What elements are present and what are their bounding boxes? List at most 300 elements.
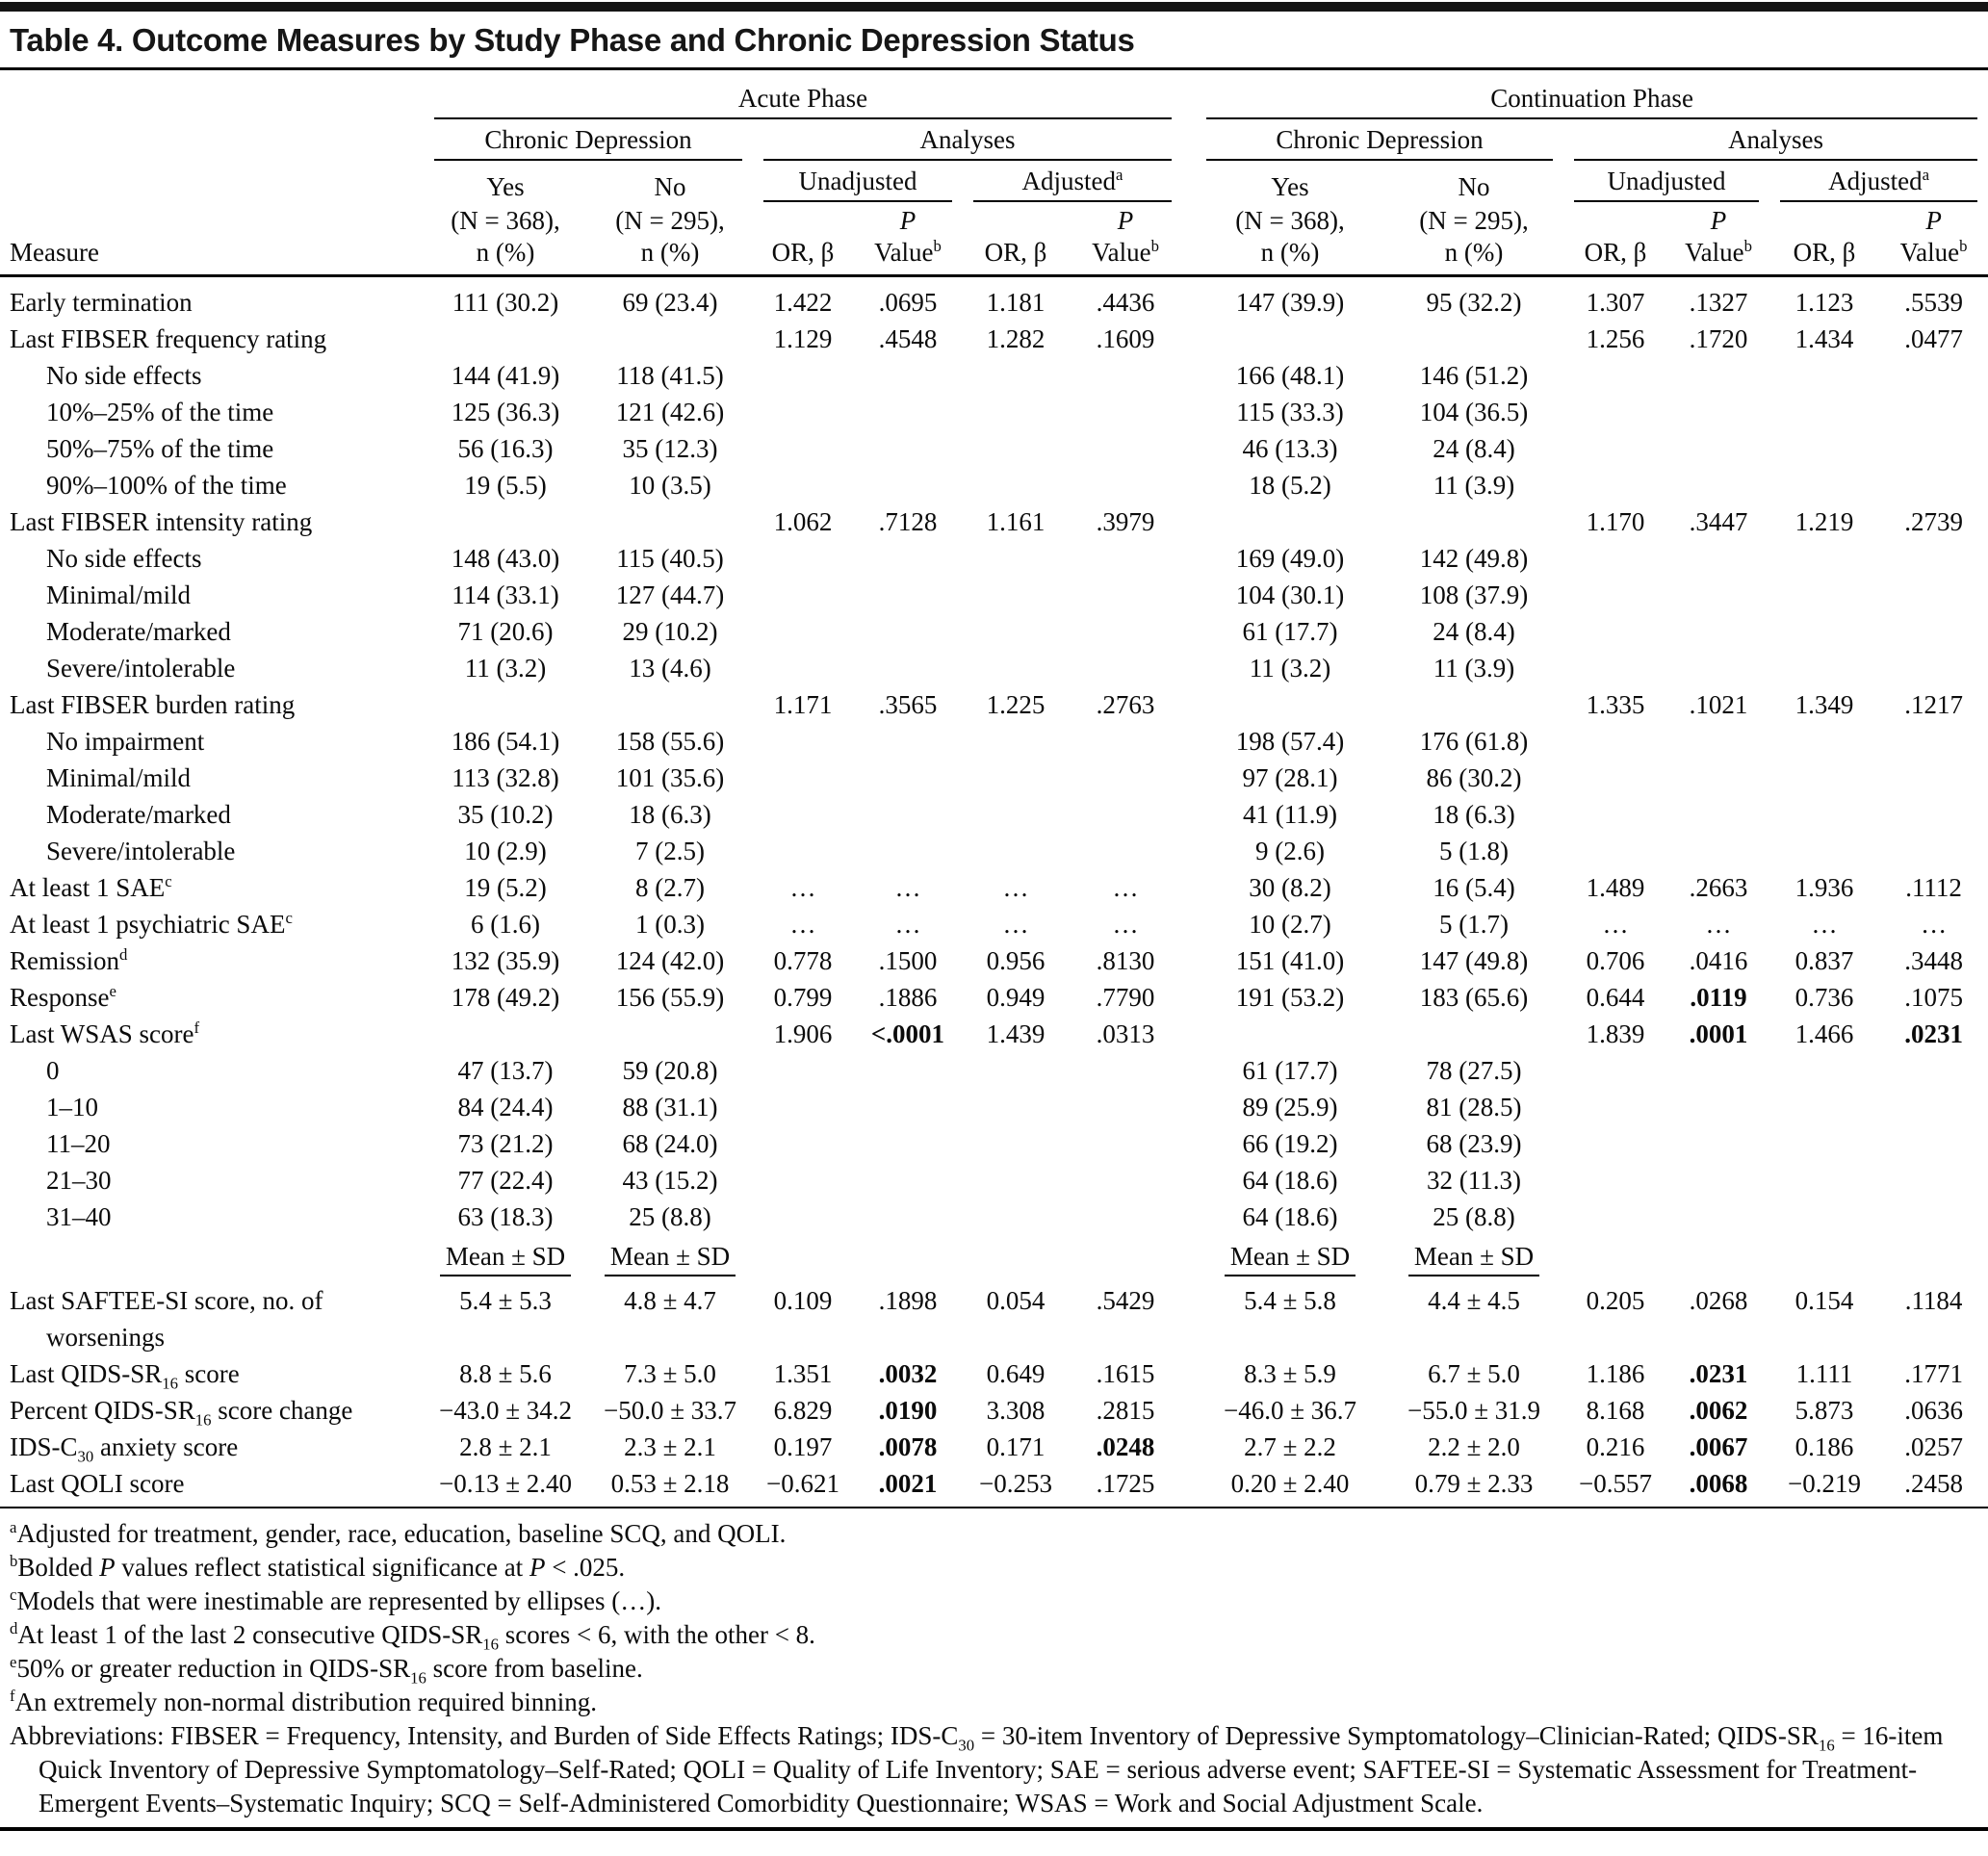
cell-value: .1217	[1904, 690, 1963, 719]
measure-label: At least 1 psychiatric SAE$^c$	[10, 909, 293, 939]
data-cell	[1667, 833, 1769, 869]
data-cell	[1384, 1199, 1563, 1235]
cell-value: 132 (35.9)	[451, 946, 560, 975]
data-cell	[853, 357, 963, 394]
data-cell	[587, 1125, 753, 1162]
data-cell	[1196, 503, 1384, 540]
data-cell	[587, 686, 753, 723]
measure-label: Last QOLI score	[10, 1469, 185, 1498]
cell-value: …	[1002, 873, 1029, 902]
data-cell	[1879, 1162, 1988, 1199]
cell-value: 1.839	[1586, 1019, 1645, 1048]
cell-value: 1.936	[1794, 873, 1854, 902]
data-cell	[587, 942, 753, 979]
cell-value: .0021	[878, 1469, 938, 1498]
header-acute-no-n: (N = 295),	[615, 206, 725, 235]
column-gap	[1182, 321, 1196, 357]
measure-label: Minimal/mild	[46, 580, 192, 609]
data-cell	[1769, 1235, 1879, 1282]
data-cell	[424, 833, 587, 869]
header-acute-adj-value	[1069, 236, 1182, 276]
data-cell	[1667, 760, 1769, 796]
data-cell	[1769, 503, 1879, 540]
data-cell	[424, 276, 587, 322]
cell-value: 0.956	[986, 946, 1046, 975]
data-cell	[1069, 869, 1182, 906]
data-cell	[1769, 321, 1879, 357]
header-acute-chronic-depression	[424, 119, 753, 161]
data-cell	[853, 1465, 963, 1508]
data-cell	[963, 1125, 1069, 1162]
data-cell	[1879, 503, 1988, 540]
data-cell	[1563, 276, 1667, 322]
data-cell	[424, 1016, 587, 1052]
cell-value: 68 (24.0)	[622, 1129, 718, 1158]
data-cell	[424, 686, 587, 723]
data-cell	[1196, 1199, 1384, 1235]
cell-value: .0032	[878, 1359, 938, 1388]
header-cont-no: No	[1458, 172, 1490, 201]
column-gap	[1182, 119, 1196, 161]
measure-label: At least 1 SAE$^c$	[10, 872, 172, 902]
data-cell	[1196, 869, 1384, 906]
column-gap	[1182, 1089, 1196, 1125]
column-gap	[1182, 577, 1196, 613]
data-cell	[753, 613, 853, 650]
table-row	[0, 467, 1988, 503]
header-acute-unadjusted	[753, 161, 963, 202]
data-cell	[963, 833, 1069, 869]
table-row	[0, 1089, 1988, 1125]
cell-value: 24 (8.4)	[1433, 434, 1515, 463]
header-acute-adj-or: OR, β	[963, 236, 1069, 276]
cell-value: 166 (48.1)	[1235, 361, 1345, 390]
cell-value: 1.219	[1794, 507, 1854, 536]
cell-value: …	[1705, 910, 1732, 939]
data-cell	[753, 686, 853, 723]
data-cell	[1196, 1282, 1384, 1355]
data-cell	[424, 540, 587, 577]
data-cell	[1384, 1089, 1563, 1125]
table-row	[0, 723, 1988, 760]
data-cell	[1563, 1089, 1667, 1125]
data-cell	[1667, 467, 1769, 503]
data-cell	[853, 577, 963, 613]
cell-value: 178 (49.2)	[451, 983, 560, 1012]
data-cell	[1384, 906, 1563, 942]
data-cell	[1384, 1429, 1563, 1465]
measure-label: Severe/intolerable	[46, 654, 236, 683]
data-cell	[1069, 1162, 1182, 1199]
data-cell	[753, 1162, 853, 1199]
data-cell	[1196, 1465, 1384, 1508]
data-cell	[1196, 833, 1384, 869]
cell-value: 124 (42.0)	[615, 946, 725, 975]
header-cont-adj-or: OR, β	[1769, 236, 1879, 276]
cell-value: …	[894, 910, 921, 939]
column-gap	[1182, 430, 1196, 467]
data-cell	[1563, 1429, 1667, 1465]
data-cell	[587, 906, 753, 942]
data-cell	[1563, 1016, 1667, 1052]
adjusted-label: Adjusted	[1828, 167, 1923, 195]
data-cell	[1069, 1052, 1182, 1089]
cell-value: 158 (55.6)	[615, 727, 725, 756]
data-cell	[1769, 869, 1879, 906]
data-cell	[1196, 321, 1384, 357]
data-cell	[587, 760, 753, 796]
cell-value: .1327	[1689, 288, 1748, 317]
data-cell	[424, 723, 587, 760]
p-label: P	[899, 206, 917, 235]
data-cell	[853, 1016, 963, 1052]
data-cell	[1069, 686, 1182, 723]
data-cell	[1384, 650, 1563, 686]
data-cell	[1769, 942, 1879, 979]
cell-value: 147 (49.8)	[1419, 946, 1529, 975]
data-cell	[587, 1235, 753, 1282]
data-cell	[1563, 833, 1667, 869]
data-cell	[1667, 1465, 1769, 1508]
table-header	[0, 72, 1988, 276]
header-cont-analyses	[1563, 119, 1988, 161]
measure-label: Remission$^d$	[10, 945, 128, 975]
cell-value: .1609	[1096, 324, 1155, 353]
header-cont-adjusted	[1769, 161, 1988, 202]
cell-value: −50.0 ± 33.7	[603, 1396, 737, 1425]
header-blank	[0, 161, 424, 202]
cell-value: 8 (2.7)	[635, 873, 705, 902]
data-cell	[963, 430, 1069, 467]
data-cell	[1563, 540, 1667, 577]
column-gap	[1182, 1162, 1196, 1199]
data-cell	[853, 760, 963, 796]
cell-value: 0.649	[986, 1359, 1046, 1388]
data-cell	[1563, 1392, 1667, 1429]
footnote: Abbreviations: FIBSER = Frequency, Intensity, and Burden of Side Effects Ratings; IDS-$C_{30}$ = 30-item Inventory of Depressive Symptomatology–Clinician-Rated; QIDS-$SR_{16}$ = 16-item Quick Inventory of Depressive Symptomatology–Self-Rated; QOLI = Quality of Life Inventory; SAE = serious adverse event; SAFTEE-SI = Systematic Assessment for Treatment-Emergent Events–Systematic Inquiry; SCQ = Self-Administered Comorbidity Questionnaire; WSAS = Work and Social Adjustment Scale.	[10, 1721, 1944, 1817]
data-cell	[1384, 1125, 1563, 1162]
mean-sd-subheader: Mean ± SD	[440, 1240, 571, 1276]
data-cell	[753, 430, 853, 467]
data-cell	[424, 503, 587, 540]
cell-value: 1.351	[773, 1359, 833, 1388]
cell-value: 4.8 ± 4.7	[624, 1286, 716, 1315]
data-cell	[853, 942, 963, 979]
chronic-depression-label: Chronic Depression	[484, 125, 692, 154]
data-cell	[1563, 394, 1667, 430]
data-cell	[1563, 357, 1667, 394]
cell-value: 71 (20.6)	[457, 617, 554, 646]
cell-value: 0.736	[1794, 983, 1854, 1012]
data-cell	[753, 723, 853, 760]
measure-label: Response$^e$	[10, 982, 116, 1012]
data-cell	[1069, 613, 1182, 650]
data-cell	[853, 979, 963, 1016]
column-gap	[1182, 467, 1196, 503]
measure-label: Last FIBSER frequency rating	[10, 324, 327, 353]
chronic-depression-label: Chronic Depression	[1276, 125, 1484, 154]
data-cell	[587, 577, 753, 613]
cell-value: 108 (37.9)	[1419, 580, 1529, 609]
data-cell	[1667, 577, 1769, 613]
cell-value: 8.3 ± 5.9	[1244, 1359, 1336, 1388]
cell-value: 6.829	[773, 1396, 833, 1425]
cell-value: 186 (54.1)	[451, 727, 560, 756]
data-cell	[1879, 723, 1988, 760]
data-cell	[1667, 1052, 1769, 1089]
data-cell	[424, 979, 587, 1016]
cell-value: .0119	[1690, 983, 1747, 1012]
cell-value: .2815	[1096, 1396, 1155, 1425]
cell-value: 101 (35.6)	[615, 763, 725, 792]
data-cell	[1069, 906, 1182, 942]
data-cell	[1563, 869, 1667, 906]
cell-value: 78 (27.5)	[1426, 1056, 1522, 1085]
data-cell	[963, 276, 1069, 322]
measure-label: Percent QIDS-$SR_{16}$ score change	[10, 1396, 353, 1430]
cell-value: 1.489	[1586, 873, 1645, 902]
data-cell	[587, 1355, 753, 1392]
cell-value: 0.205	[1586, 1286, 1645, 1315]
value-footnote-mark: b	[1743, 237, 1752, 255]
data-cell	[963, 1016, 1069, 1052]
data-cell	[1384, 357, 1563, 394]
table-row	[0, 1355, 1988, 1392]
data-cell	[753, 906, 853, 942]
cell-value: .1021	[1689, 690, 1748, 719]
cell-value: 191 (53.2)	[1235, 983, 1345, 1012]
data-cell	[1667, 979, 1769, 1016]
table-row	[0, 540, 1988, 577]
data-cell	[963, 613, 1069, 650]
data-cell	[753, 540, 853, 577]
cell-value: 1.466	[1794, 1019, 1854, 1048]
p-label: P	[1117, 206, 1134, 235]
column-gap	[1182, 1282, 1196, 1355]
acute-phase-label: Acute Phase	[737, 84, 868, 113]
cell-value: −0.621	[766, 1469, 839, 1498]
data-cell	[587, 979, 753, 1016]
column-gap	[1182, 276, 1196, 322]
cell-value: 169 (49.0)	[1235, 544, 1345, 573]
footnote: $^c$Models that were inestimable are represented by ellipses (…).	[10, 1585, 661, 1615]
column-gap	[1182, 1235, 1196, 1282]
data-cell	[1069, 321, 1182, 357]
header-cont-yes: Yes	[1271, 172, 1309, 201]
data-cell	[424, 430, 587, 467]
cell-value: 113 (32.8)	[452, 763, 559, 792]
cell-value: 111 (30.2)	[452, 288, 559, 317]
data-cell	[853, 540, 963, 577]
data-cell	[853, 1282, 963, 1355]
data-cell	[587, 321, 753, 357]
data-cell	[424, 394, 587, 430]
cell-value: …	[1602, 910, 1629, 939]
data-cell	[853, 276, 963, 322]
data-cell	[963, 686, 1069, 723]
cell-value: 0.53 ± 2.18	[610, 1469, 730, 1498]
data-cell	[1879, 906, 1988, 942]
cell-value: 1.171	[773, 690, 833, 719]
header-blank	[0, 202, 424, 236]
cell-value: …	[1112, 910, 1139, 939]
cell-value: 104 (30.1)	[1235, 580, 1345, 609]
measure-label: Moderate/marked	[46, 800, 231, 829]
data-cell	[1667, 503, 1769, 540]
header-acute-yes-n: (N = 368),	[451, 206, 560, 235]
column-label-row	[0, 236, 1988, 276]
data-cell	[1384, 723, 1563, 760]
data-cell	[424, 869, 587, 906]
cell-value: 121 (42.6)	[615, 398, 725, 426]
cell-value: 0.837	[1794, 946, 1854, 975]
table-row	[0, 503, 1988, 540]
header-blank	[0, 119, 424, 161]
cell-value: 13 (4.6)	[629, 654, 711, 683]
cell-value: 84 (24.4)	[457, 1093, 554, 1121]
data-cell	[1563, 613, 1667, 650]
data-cell	[1069, 1429, 1182, 1465]
value-label: Value	[1092, 238, 1151, 267]
measure-label: 31–40	[46, 1202, 112, 1231]
data-cell	[1769, 1465, 1879, 1508]
cell-value: 1.129	[773, 324, 833, 353]
data-cell	[1769, 276, 1879, 322]
data-cell	[1069, 1089, 1182, 1125]
data-cell	[1196, 1016, 1384, 1052]
cell-value: .1112	[1905, 873, 1962, 902]
header-acute-yes: Yes	[486, 172, 525, 201]
measure-label: Last SAFTEE-SI score, no. of worsenings	[10, 1286, 323, 1352]
data-cell	[1563, 1125, 1667, 1162]
cell-value: −0.253	[979, 1469, 1052, 1498]
cell-value: 1 (0.3)	[635, 910, 705, 939]
data-cell	[1563, 796, 1667, 833]
cell-value: .0062	[1689, 1396, 1748, 1425]
cell-value: 0.799	[773, 983, 833, 1012]
cell-value: 115 (33.3)	[1236, 398, 1344, 426]
data-cell	[753, 1429, 853, 1465]
data-cell	[753, 760, 853, 796]
measure-label: 1–10	[46, 1093, 98, 1121]
cell-value: 11 (3.9)	[1433, 654, 1515, 683]
cell-value: 30 (8.2)	[1249, 873, 1331, 902]
cell-value: 0.197	[773, 1432, 833, 1461]
cell-value: .2663	[1689, 873, 1748, 902]
data-cell	[753, 1125, 853, 1162]
data-cell	[1384, 321, 1563, 357]
cell-value: 0.79 ± 2.33	[1414, 1469, 1534, 1498]
data-cell	[1069, 796, 1182, 833]
data-cell	[963, 1429, 1069, 1465]
cell-value: 73 (21.2)	[457, 1129, 554, 1158]
cell-value: 43 (15.2)	[622, 1166, 718, 1195]
data-cell	[424, 467, 587, 503]
data-cell	[1667, 276, 1769, 322]
table-row	[0, 430, 1988, 467]
cell-value: 104 (36.5)	[1419, 398, 1529, 426]
column-gap	[1182, 1052, 1196, 1089]
table-row	[0, 321, 1988, 357]
column-gap	[1182, 723, 1196, 760]
data-cell	[1563, 1355, 1667, 1392]
cell-value: 147 (39.9)	[1235, 288, 1345, 317]
value-label: Value	[1899, 238, 1960, 267]
data-cell	[1196, 796, 1384, 833]
header-acute-yes-npct: n (%)	[424, 236, 587, 276]
cell-value: .0248	[1096, 1432, 1155, 1461]
cell-value: .8130	[1096, 946, 1155, 975]
data-cell	[963, 1392, 1069, 1429]
cell-value: 115 (40.5)	[616, 544, 724, 573]
table-row	[0, 276, 1988, 322]
adjusted-footnote-mark: a	[1922, 166, 1930, 184]
data-cell	[853, 1355, 963, 1392]
column-gap	[1182, 796, 1196, 833]
data-cell	[587, 1016, 753, 1052]
data-cell	[1384, 1392, 1563, 1429]
unadjusted-label: Unadjusted	[1607, 167, 1726, 195]
data-cell	[424, 650, 587, 686]
data-cell	[853, 321, 963, 357]
data-cell	[1196, 906, 1384, 942]
data-cell	[587, 723, 753, 760]
data-cell	[853, 796, 963, 833]
data-cell	[963, 650, 1069, 686]
cell-value: 0.216	[1586, 1432, 1645, 1461]
mean-sd-subheader: Mean ± SD	[1408, 1240, 1539, 1276]
column-gap	[1182, 503, 1196, 540]
data-cell	[1879, 321, 1988, 357]
table-row	[0, 1429, 1988, 1465]
data-cell	[853, 1052, 963, 1089]
data-cell	[1667, 1355, 1769, 1392]
measure-label: Last WSAS score$^f$	[10, 1018, 200, 1048]
data-cell	[1879, 1392, 1988, 1429]
column-gap	[1182, 906, 1196, 942]
header-acute-unadj-or: OR, β	[753, 236, 853, 276]
data-cell	[1196, 357, 1384, 394]
table-row	[0, 613, 1988, 650]
data-cell	[587, 1465, 753, 1508]
column-gap	[1182, 1355, 1196, 1392]
cell-value: 66 (19.2)	[1242, 1129, 1338, 1158]
measure-label: 21–30	[46, 1166, 112, 1195]
data-cell	[1069, 942, 1182, 979]
data-cell	[753, 650, 853, 686]
table-row	[0, 796, 1988, 833]
data-cell	[1384, 394, 1563, 430]
data-cell	[1879, 357, 1988, 394]
cell-value: 1.349	[1794, 690, 1854, 719]
data-cell	[963, 942, 1069, 979]
header-cont-chronic-depression	[1196, 119, 1563, 161]
data-cell	[1769, 796, 1879, 833]
header-cont-adj-value	[1879, 236, 1988, 276]
data-cell	[1879, 1235, 1988, 1282]
data-cell	[753, 1282, 853, 1355]
data-cell	[753, 467, 853, 503]
cell-value: 0.949	[986, 983, 1046, 1012]
cell-value: 10 (3.5)	[629, 471, 711, 500]
cell-value: 69 (23.4)	[622, 288, 718, 317]
data-cell	[853, 833, 963, 869]
cell-value: 151 (41.0)	[1235, 946, 1345, 975]
column-gap	[1182, 869, 1196, 906]
outcome-table	[0, 72, 1988, 1508]
data-cell	[853, 467, 963, 503]
header-acute-phase	[424, 72, 1182, 119]
